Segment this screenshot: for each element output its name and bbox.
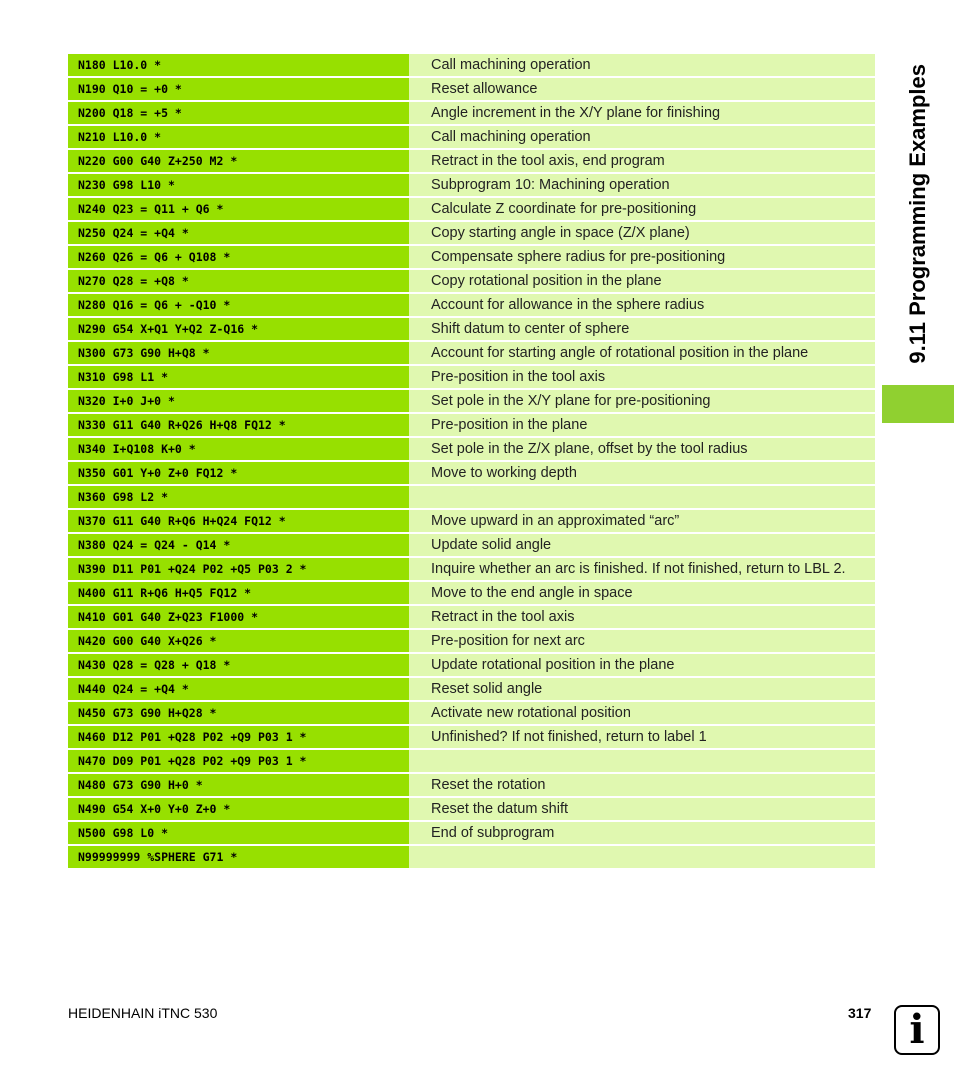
description-cell: Calculate Z coordinate for pre-positioning [409, 198, 875, 220]
nc-code-cell: N390 D11 P01 +Q24 P02 +Q5 P03 2 * [68, 558, 409, 580]
nc-code-cell: N380 Q24 = Q24 - Q14 * [68, 534, 409, 556]
table-row [68, 222, 875, 244]
nc-code-cell: N270 Q28 = +Q8 * [68, 270, 409, 292]
description-cell: Account for starting angle of rotational position in the plane [409, 342, 875, 364]
description-cell: Unfinished? If not finished, return to label 1 [409, 726, 875, 748]
table-row [68, 846, 875, 868]
description-cell: Reset the rotation [409, 774, 875, 796]
nc-code-cell: N230 G98 L10 * [68, 174, 409, 196]
description-cell: Account for allowance in the sphere radius [409, 294, 875, 316]
nc-code-cell: N450 G73 G90 H+Q28 * [68, 702, 409, 724]
description-cell: Call machining operation [409, 126, 875, 148]
nc-code-cell: N320 I+0 J+0 * [68, 390, 409, 412]
nc-code-cell: N210 L10.0 * [68, 126, 409, 148]
table-row [68, 294, 875, 316]
description-cell: End of subprogram [409, 822, 875, 844]
table-row [68, 750, 875, 772]
table-row [68, 414, 875, 436]
nc-code-cell: N490 G54 X+0 Y+0 Z+0 * [68, 798, 409, 820]
table-row [68, 342, 875, 364]
nc-code-cell: N460 D12 P01 +Q28 P02 +Q9 P03 1 * [68, 726, 409, 748]
table-row [68, 798, 875, 820]
table-row [68, 678, 875, 700]
nc-code-cell: N440 Q24 = +Q4 * [68, 678, 409, 700]
nc-code-cell: N420 G00 G40 X+Q26 * [68, 630, 409, 652]
program-listing-table [68, 54, 875, 870]
description-cell: Set pole in the X/Y plane for pre-positioning [409, 390, 875, 412]
nc-code-cell: N470 D09 P01 +Q28 P02 +Q9 P03 1 * [68, 750, 409, 772]
description-cell [409, 846, 875, 868]
description-cell: Reset the datum shift [409, 798, 875, 820]
table-row [68, 510, 875, 532]
description-cell: Reset solid angle [409, 678, 875, 700]
nc-code-cell: N360 G98 L2 * [68, 486, 409, 508]
nc-code-cell: N190 Q10 = +0 * [68, 78, 409, 100]
table-row [68, 630, 875, 652]
description-cell: Update rotational position in the plane [409, 654, 875, 676]
nc-code-cell: N500 G98 L0 * [68, 822, 409, 844]
description-cell: Pre-position in the plane [409, 414, 875, 436]
description-cell: Move to the end angle in space [409, 582, 875, 604]
description-cell: Call machining operation [409, 54, 875, 76]
table-row [68, 654, 875, 676]
description-cell: Move upward in an approximated “arc” [409, 510, 875, 532]
nc-code-cell: N350 G01 Y+0 Z+0 FQ12 * [68, 462, 409, 484]
description-cell: Activate new rotational position [409, 702, 875, 724]
description-cell: Compensate sphere radius for pre-positioning [409, 246, 875, 268]
section-tab [882, 0, 954, 422]
nc-code-cell: N260 Q26 = Q6 + Q108 * [68, 246, 409, 268]
table-row [68, 774, 875, 796]
info-icon [894, 1005, 940, 1055]
nc-code-cell: N330 G11 G40 R+Q26 H+Q8 FQ12 * [68, 414, 409, 436]
section-tab-marker [882, 385, 954, 423]
table-row [68, 270, 875, 292]
table-row [68, 822, 875, 844]
description-cell: Angle increment in the X/Y plane for finishing [409, 102, 875, 124]
table-row [68, 534, 875, 556]
table-row [68, 726, 875, 748]
table-row [68, 606, 875, 628]
table-row [68, 582, 875, 604]
footer-product: HEIDENHAIN iTNC 530 [68, 1005, 218, 1021]
table-row [68, 438, 875, 460]
table-row [68, 198, 875, 220]
nc-code-cell: N480 G73 G90 H+0 * [68, 774, 409, 796]
table-row [68, 366, 875, 388]
nc-code-cell: N430 Q28 = Q28 + Q18 * [68, 654, 409, 676]
description-cell: Reset allowance [409, 78, 875, 100]
table-row [68, 246, 875, 268]
table-row [68, 390, 875, 412]
table-row [68, 318, 875, 340]
nc-code-cell: N180 L10.0 * [68, 54, 409, 76]
table-row [68, 102, 875, 124]
description-cell [409, 486, 875, 508]
page-number: 317 [848, 1005, 872, 1021]
description-cell: Update solid angle [409, 534, 875, 556]
description-cell: Subprogram 10: Machining operation [409, 174, 875, 196]
table-row [68, 150, 875, 172]
nc-code-cell: N310 G98 L1 * [68, 366, 409, 388]
nc-code-cell: N290 G54 X+Q1 Y+Q2 Z-Q16 * [68, 318, 409, 340]
info-icon-glyph: i [909, 1006, 925, 1053]
description-cell: Inquire whether an arc is finished. If not finished, return to LBL 2. [409, 558, 875, 580]
nc-code-cell: N99999999 %SPHERE G71 * [68, 846, 409, 868]
nc-code-cell: N410 G01 G40 Z+Q23 F1000 * [68, 606, 409, 628]
section-title: 9.11 Programming Examples [905, 64, 930, 364]
description-cell: Shift datum to center of sphere [409, 318, 875, 340]
description-cell [409, 750, 875, 772]
nc-code-cell: N200 Q18 = +5 * [68, 102, 409, 124]
description-cell: Move to working depth [409, 462, 875, 484]
description-cell: Retract in the tool axis, end program [409, 150, 875, 172]
description-cell: Copy starting angle in space (Z/X plane) [409, 222, 875, 244]
nc-code-cell: N300 G73 G90 H+Q8 * [68, 342, 409, 364]
nc-code-cell: N340 I+Q108 K+0 * [68, 438, 409, 460]
table-row [68, 558, 875, 580]
table-row [68, 126, 875, 148]
nc-code-cell: N220 G00 G40 Z+250 M2 * [68, 150, 409, 172]
table-row [68, 702, 875, 724]
table-row [68, 54, 875, 76]
nc-code-cell: N280 Q16 = Q6 + -Q10 * [68, 294, 409, 316]
nc-code-cell: N400 G11 R+Q6 H+Q5 FQ12 * [68, 582, 409, 604]
description-cell: Set pole in the Z/X plane, offset by the tool radius [409, 438, 875, 460]
table-row [68, 78, 875, 100]
nc-code-cell: N370 G11 G40 R+Q6 H+Q24 FQ12 * [68, 510, 409, 532]
description-cell: Copy rotational position in the plane [409, 270, 875, 292]
table-row [68, 486, 875, 508]
nc-code-cell: N250 Q24 = +Q4 * [68, 222, 409, 244]
description-cell: Pre-position in the tool axis [409, 366, 875, 388]
description-cell: Retract in the tool axis [409, 606, 875, 628]
table-row [68, 462, 875, 484]
description-cell: Pre-position for next arc [409, 630, 875, 652]
nc-code-cell: N240 Q23 = Q11 + Q6 * [68, 198, 409, 220]
table-row [68, 174, 875, 196]
